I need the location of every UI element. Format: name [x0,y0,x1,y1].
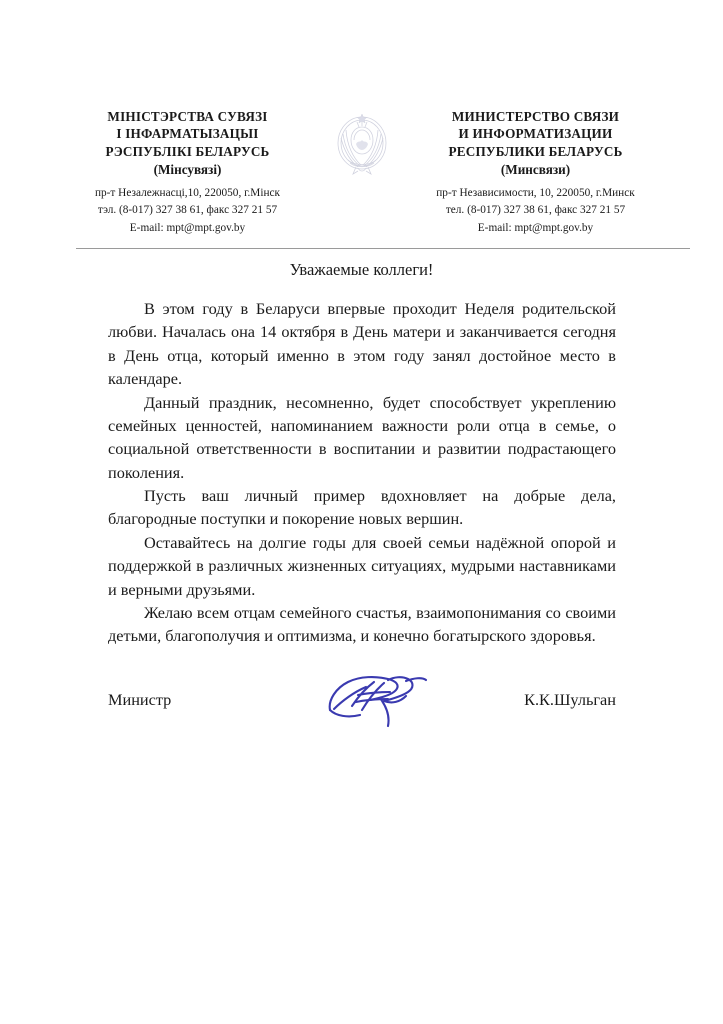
ministry-name-ru-line-3: РЕСПУБЛИКИ БЕЛАРУСЬ [448,143,623,159]
body-paragraph-5: Желаю всем отцам семейного счастья, взаимопонимания со своими детьми, благополучия и оптимизма, и конечно богатырского здоровья. [108,602,616,646]
letterhead-russian-block [401,108,667,237]
signature-block [108,690,616,710]
ministry-shortname-be: (Мінсувязі) [153,162,222,178]
ministry-name-ru-line-2: И ИНФОРМАТИЗАЦИИ [458,126,613,142]
signer-title: Министр [108,690,172,709]
ministry-contact-ru [405,185,667,238]
emblem-container [323,108,401,180]
ministry-name-be-line-2: І ІНФАРМАТЫЗАЦЫІ [116,126,259,142]
phone-be: тэл. (8-017) 327 38 61, факс 327 21 57 [97,204,278,217]
salutation: Уважаемые коллеги! [289,260,434,279]
body-paragraph-3: Пусть ваш личный пример вдохновляет на добрые дела, благородные поступки и покорение новых вершин. [108,486,616,529]
address-ru: пр-т Независимости, 10, 220050, г.Минск [436,186,635,199]
body-paragraph-4: Оставайтесь на долгие годы для своей семьи надёжной опорой и поддержкой в различных жизненных ситуациях, мудрыми наставниками и верными друзьями. [108,532,616,599]
ministry-name-be-line-1: МІНІСТЭРСТВА СУВЯЗІ [107,109,268,124]
ministry-name-be-line-3: РЭСПУБЛІКІ БЕЛАРУСЬ [105,143,270,159]
letter-body [108,297,616,648]
letterhead [0,108,723,237]
email-ru: E-mail: mpt@mpt.gov.by [477,221,594,234]
address-be: пр-т Незалежнасці,10, 220050, г.Мінск [94,186,281,199]
body-paragraph-2: Данный праздник, несомненно, будет способствует укреплению семейных ценностей, напоминанием важности роли отца в семье, о социальной ответственности в воспитании и развитии подрастающего поколения. [108,392,616,482]
ministry-contact-be [57,185,319,238]
belarus-coat-of-arms-emblem [334,110,390,180]
letterhead-belarusian-block [57,108,323,237]
ministry-shortname-ru: (Минсвязи) [500,162,571,178]
body-paragraph-1: В этом году в Беларуси впервые проходит Неделя родительской любви. Началась она 14 октября в День матери и заканчивается сегодня в День отца, который именно в этом году занял достойное место в календаре. [108,299,616,389]
email-be: E-mail: mpt@mpt.gov.by [129,221,246,234]
letterhead-divider [76,248,690,249]
ministry-name-ru-line-1: МИНИСТЕРСТВО СВЯЗИ [451,109,620,124]
phone-ru: тел. (8-017) 327 38 61, факс 327 21 57 [445,204,626,217]
signer-name: К.К.Шульган [524,690,616,709]
